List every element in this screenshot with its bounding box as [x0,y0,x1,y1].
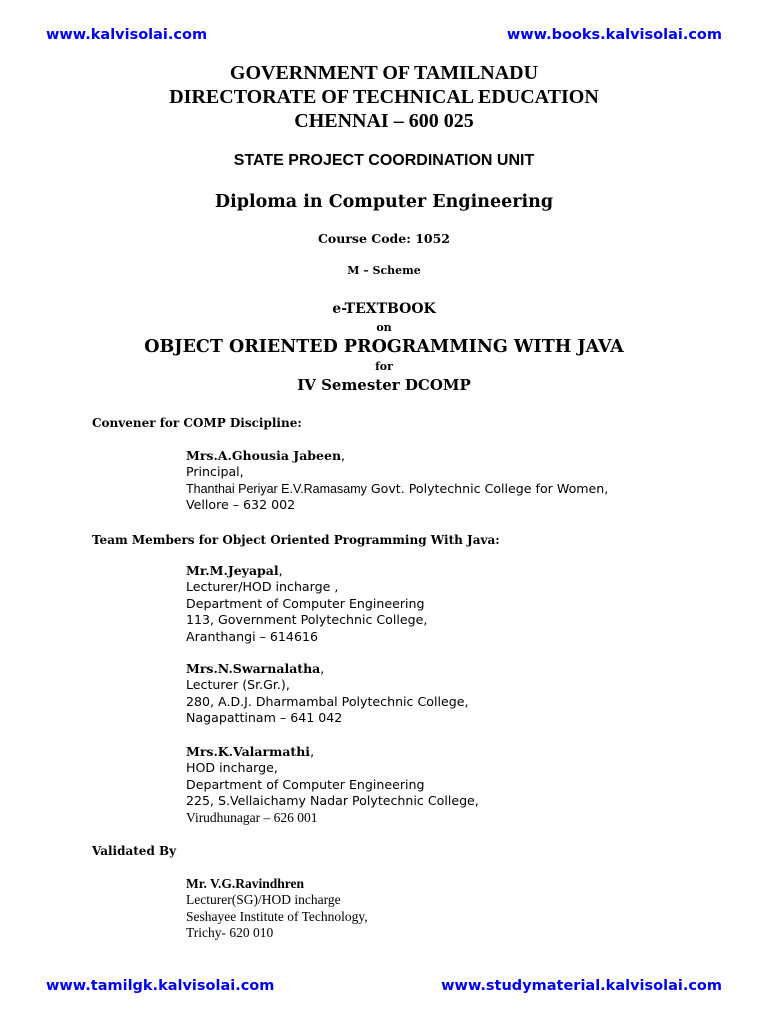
unit-title: STATE PROJECT COORDINATION UNIT [233,152,535,169]
convener-name-suffix: , [341,448,346,463]
member-name-suffix: , [310,744,315,759]
city-title: CHENNAI – 600 025 [294,110,474,132]
validator-block [186,876,368,942]
for-label: for [375,360,393,373]
member-name-suffix: , [278,563,283,578]
member-line: Lecturer/HOD incharge , [186,579,339,595]
diploma-title: Diploma in Computer Engineering [214,192,554,212]
convener-role: Principal, [186,464,244,480]
member-line: Lecturer (Sr.Gr.), [186,677,290,693]
convener-heading: Convener for COMP Discipline: [92,416,302,430]
directorate-title: DIRECTORATE OF TECHNICAL EDUCATION [169,86,599,108]
member-name: Mr.M.Jeyapal [186,563,279,578]
semester-title: IV Semester DCOMP [297,376,471,394]
etextbook-label: e-TEXTBOOK [332,301,436,317]
member-line: Department of Computer Engineering [186,595,425,611]
validated-heading: Validated By [92,844,177,858]
header-link-kalvisolai[interactable]: www.kalvisolai.com [46,27,208,43]
member-line: Department of Computer Engineering [186,776,425,792]
member-line: Nagapattinam – 641 042 [186,710,343,726]
member-name: Mrs.K.Valarmathi [186,744,311,759]
govt-title: GOVERNMENT OF TAMILNADU [229,62,539,84]
member-line: Virudhunagar – 626 001 [186,809,318,825]
footer-link-studymaterial[interactable]: www.studymaterial.kalvisolai.com [441,978,722,994]
validator-name: Mr. V.G.Ravindhren [186,876,305,891]
convener-city: Vellore – 632 002 [186,497,296,513]
scheme: M – Scheme [347,264,421,277]
convener-college-a: Thanthai Periyar E.V.Ramasamy [186,481,367,496]
member-line: 280, A.D.J. Dharmambal Polytechnic College, [186,693,469,709]
team-heading: Team Members for Object Oriented Programming With Java: [92,533,500,547]
validator-line: Seshayee Institute of Technology, [186,908,368,924]
convener-block [186,448,608,514]
course-code: Course Code: 1052 [317,231,451,246]
member-name-suffix: , [320,661,325,676]
member-line: 225, S.Vellaichamy Nadar Polytechnic College, [186,793,479,809]
team-member-2 [186,661,468,727]
on-label: on [376,321,392,334]
member-line: 113, Government Polytechnic College, [186,612,428,628]
member-line: HOD incharge, [186,760,278,776]
header-link-books[interactable]: www.books.kalvisolai.com [506,27,722,43]
validator-line: Trichy- 620 010 [186,925,274,941]
convener-college-b: Govt. Polytechnic College for Women, [366,480,609,496]
subject-title: OBJECT ORIENTED PROGRAMMING WITH JAVA [144,337,624,357]
member-name: Mrs.N.Swarnalatha [186,661,321,676]
convener-name: Mrs.A.Ghousia Jabeen [186,448,342,463]
team-member-1 [186,563,427,645]
team-member-3 [186,744,479,826]
footer-link-tamilgk[interactable]: www.tamilgk.kalvisolai.com [46,978,275,994]
member-line: Aranthangi – 614616 [186,628,318,644]
validator-line: Lecturer(SG)/HOD incharge [186,892,341,908]
